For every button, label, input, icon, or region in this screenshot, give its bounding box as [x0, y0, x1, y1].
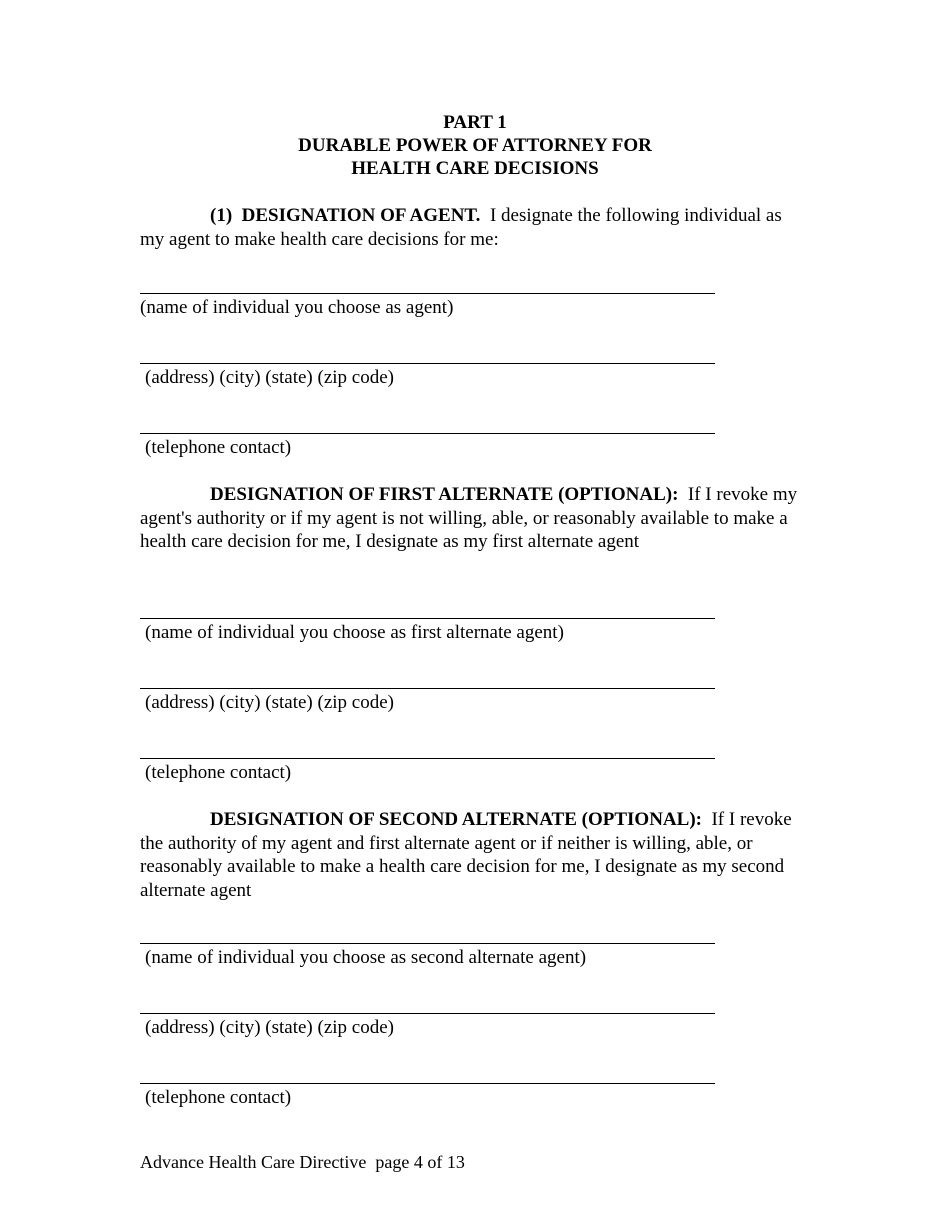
- document-title-line2: HEALTH CARE DECISIONS: [351, 158, 599, 179]
- second-alternate-name-field[interactable]: [140, 943, 715, 944]
- section-number: (1): [210, 205, 233, 226]
- second-alternate-name-caption: (name of individual you choose as second alternate agent): [145, 947, 587, 968]
- first-alternate-text: If I revoke my agent's authority or if my agent is not willing, able, or reasonably available to make a health care decision for me, I designate as my first alternate agent: [140, 484, 798, 552]
- second-alternate-heading: DESIGNATION OF SECOND ALTERNATE (OPTIONAL):: [210, 809, 702, 830]
- first-alternate-address-field[interactable]: [140, 688, 715, 689]
- first-alternate-telephone-caption: (telephone contact): [145, 762, 292, 783]
- agent-telephone-caption: (telephone contact): [145, 437, 292, 458]
- second-alternate-address-caption: (address) (city) (state) (zip code): [145, 1017, 394, 1038]
- agent-name-caption: (name of individual you choose as agent): [140, 297, 454, 318]
- first-alternate-address-caption: (address) (city) (state) (zip code): [145, 692, 394, 713]
- part-heading: PART 1: [443, 112, 507, 133]
- first-alternate-telephone-field[interactable]: [140, 758, 715, 759]
- second-alternate-telephone-field[interactable]: [140, 1083, 715, 1084]
- agent-text: I designate the following individual as my agent to make health care decisions for me:: [140, 205, 782, 250]
- second-alternate-telephone-caption: (telephone contact): [145, 1087, 292, 1108]
- agent-name-field[interactable]: [140, 293, 715, 294]
- first-alternate-name-caption: (name of individual you choose as first alternate agent): [145, 622, 564, 643]
- page-footer: Advance Health Care Directive page 4 of 13: [140, 1152, 465, 1172]
- second-alternate-text: If I revoke the authority of my agent and first alternate agent or if neither is willing, able, or reasonably available to make a health care decision for me, I designate as my second alternate agent: [140, 809, 792, 901]
- first-alternate-name-field[interactable]: [140, 618, 715, 619]
- agent-address-caption: (address) (city) (state) (zip code): [145, 367, 394, 388]
- agent-designation-paragraph: [140, 204, 805, 251]
- document-title-line1: DURABLE POWER OF ATTORNEY FOR: [298, 135, 652, 156]
- first-alternate-heading: DESIGNATION OF FIRST ALTERNATE (OPTIONAL):: [210, 484, 679, 505]
- agent-telephone-field[interactable]: [140, 433, 715, 434]
- second-alternate-paragraph: [140, 808, 805, 902]
- agent-heading: DESIGNATION OF AGENT.: [241, 205, 481, 226]
- first-alternate-paragraph: [140, 483, 805, 554]
- agent-address-field[interactable]: [140, 363, 715, 364]
- second-alternate-address-field[interactable]: [140, 1013, 715, 1014]
